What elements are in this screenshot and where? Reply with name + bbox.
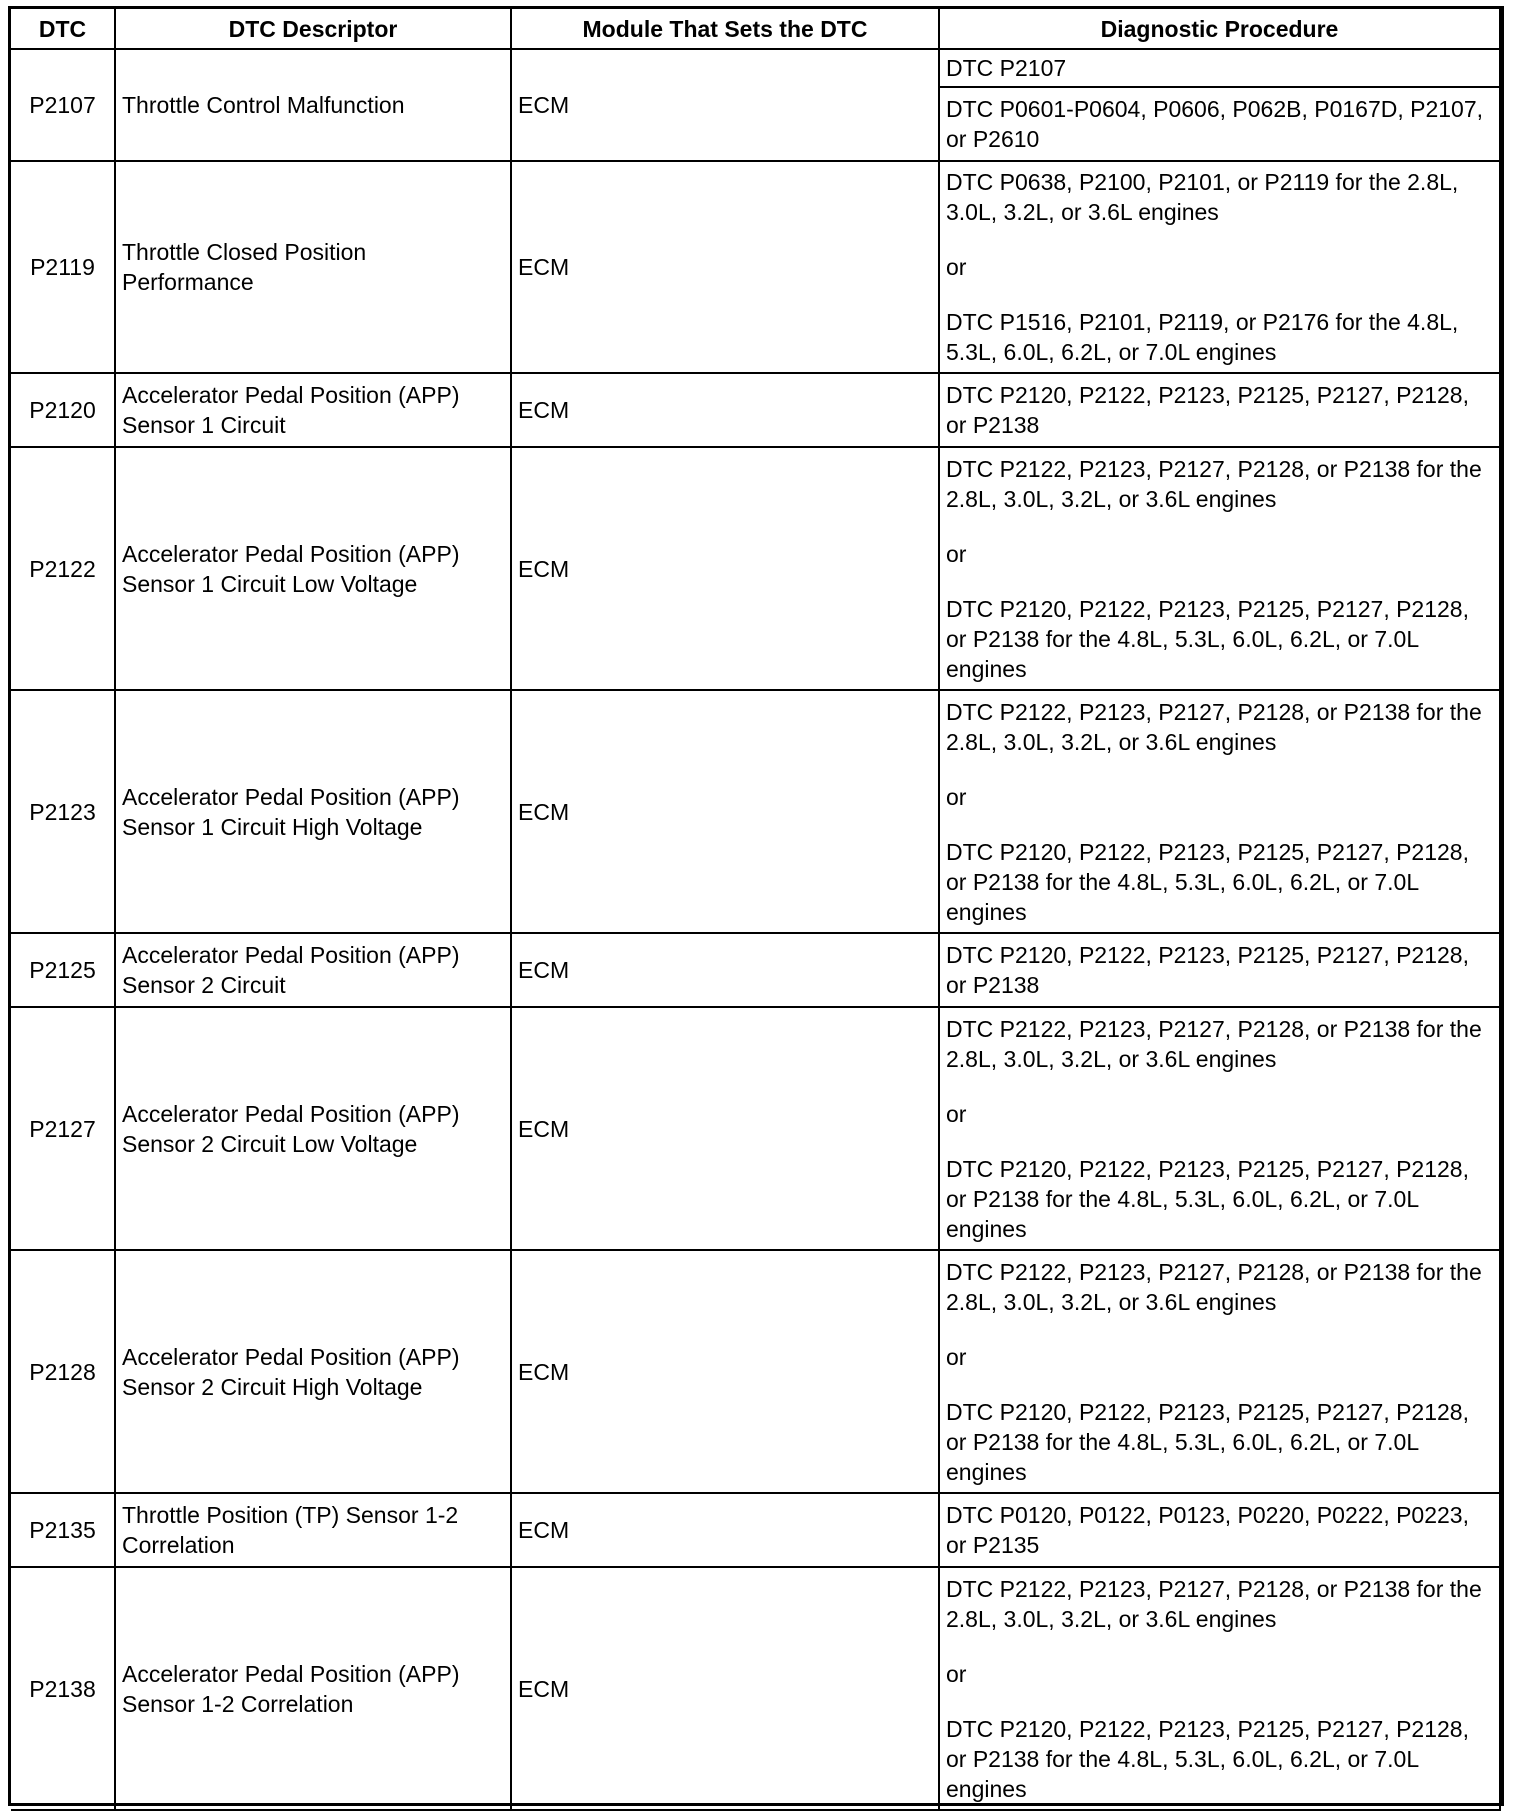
diagnostic-procedure-link[interactable]: DTC P0120, P0122, P0123, P0220, P0222, P0223, or P2135 [939,1493,1500,1567]
diagnostic-procedure-link[interactable]: DTC P0601-P0604, P0606, P062B, P0167D, P2107, or P2610 [939,87,1500,161]
dtc-descriptor: Accelerator Pedal Position (APP) Sensor 1 Circuit High Voltage [115,690,511,933]
or-separator: or [946,783,967,810]
diagnostic-procedure-link[interactable]: DTC P2122, P2123, P2127, P2128, or P2138 for the 2.8L, 3.0L, 3.2L, or 3.6L engines [946,1015,1482,1072]
dtc-module: ECM [511,49,939,161]
table-row [11,1567,1500,1810]
diagnostic-procedure-link[interactable]: DTC P2120, P2122, P2123, P2125, P2127, P2128, or P2138 [939,933,1500,1007]
dtc-descriptor: Accelerator Pedal Position (APP) Sensor 1 Circuit Low Voltage [115,447,511,690]
or-separator: or [946,540,967,567]
or-separator: or [946,1100,967,1127]
dtc-code: P2128 [11,1250,115,1493]
dtc-module: ECM [511,161,939,373]
diagnostic-procedure [939,1007,1500,1250]
diagnostic-procedure-link[interactable]: DTC P2122, P2123, P2127, P2128, or P2138 for the 2.8L, 3.0L, 3.2L, or 3.6L engines [946,698,1482,755]
dtc-code: P2107 [11,49,115,161]
diagnostic-procedure-link[interactable]: DTC P2120, P2122, P2123, P2125, P2127, P2128, or P2138 [939,373,1500,447]
dtc-module: ECM [511,1567,939,1810]
table-row [11,690,1500,933]
diagnostic-procedure-link[interactable]: DTC P2120, P2122, P2123, P2125, P2127, P2128, or P2138 for the 4.8L, 5.3L, 6.0L, 6.2L, or 7.0L engines [946,1398,1469,1485]
diagnostic-procedure-link[interactable]: DTC P2122, P2123, P2127, P2128, or P2138 for the 2.8L, 3.0L, 3.2L, or 3.6L engines [946,455,1482,512]
dtc-descriptor: Accelerator Pedal Position (APP) Sensor 2 Circuit Low Voltage [115,1007,511,1250]
dtc-code: P2125 [11,933,115,1007]
dtc-code: P2138 [11,1567,115,1810]
diagnostic-procedure-link[interactable]: DTC P2120, P2122, P2123, P2125, P2127, P2128, or P2138 for the 4.8L, 5.3L, 6.0L, 6.2L, or 7.0L engines [946,838,1469,925]
dtc-module: ECM [511,690,939,933]
table-row [11,49,1500,87]
diagnostic-procedure [939,161,1500,373]
diagnostic-procedure [939,690,1500,933]
dtc-table [11,9,1501,1811]
diagnostic-procedure-link[interactable]: DTC P0638, P2100, P2101, or P2119 for the 2.8L, 3.0L, 3.2L, or 3.6L engines [946,169,1459,225]
dtc-code: P2119 [11,161,115,373]
table-row [11,447,1500,690]
diagnostic-procedure-link[interactable]: DTC P2120, P2122, P2123, P2125, P2127, P2128, or P2138 for the 4.8L, 5.3L, 6.0L, 6.2L, or 7.0L engines [946,1155,1469,1242]
dtc-code: P2127 [11,1007,115,1250]
diagnostic-procedure-link[interactable]: DTC P2122, P2123, P2127, P2128, or P2138 for the 2.8L, 3.0L, 3.2L, or 3.6L engines [946,1575,1482,1632]
or-separator: or [946,1343,967,1370]
table-row [11,161,1500,373]
diagnostic-procedure-link[interactable]: DTC P1516, P2101, P2119, or P2176 for the 4.8L, 5.3L, 6.0L, 6.2L, or 7.0L engines [946,309,1459,365]
header-dtc: DTC [11,9,115,49]
dtc-module: ECM [511,1250,939,1493]
document-page [8,6,1500,1806]
dtc-code: P2120 [11,373,115,447]
header-descriptor: DTC Descriptor [115,9,511,49]
dtc-descriptor: Throttle Position (TP) Sensor 1-2 Correlation [115,1493,511,1567]
dtc-descriptor: Accelerator Pedal Position (APP) Sensor 2 Circuit [115,933,511,1007]
dtc-module: ECM [511,1007,939,1250]
dtc-descriptor: Throttle Closed Position Performance [115,161,511,373]
dtc-module: ECM [511,1493,939,1567]
diagnostic-procedure-link[interactable]: DTC P2107 [939,49,1500,87]
diagnostic-procedure [939,447,1500,690]
header-procedure: Diagnostic Procedure [939,9,1500,49]
diagnostic-procedure [939,1567,1500,1810]
header-module: Module That Sets the DTC [511,9,939,49]
dtc-code: P2135 [11,1493,115,1567]
right-page-border [1500,6,1504,1806]
table-row [11,373,1500,447]
dtc-module: ECM [511,933,939,1007]
dtc-module: ECM [511,447,939,690]
table-header-row [11,9,1500,49]
dtc-module: ECM [511,373,939,447]
dtc-descriptor: Accelerator Pedal Position (APP) Sensor 1 Circuit [115,373,511,447]
diagnostic-procedure [939,1250,1500,1493]
table-row [11,1007,1500,1250]
dtc-descriptor: Accelerator Pedal Position (APP) Sensor 2 Circuit High Voltage [115,1250,511,1493]
or-separator: or [946,254,967,280]
diagnostic-procedure-link[interactable]: DTC P2120, P2122, P2123, P2125, P2127, P2128, or P2138 for the 4.8L, 5.3L, 6.0L, 6.2L, or 7.0L engines [946,1715,1469,1802]
dtc-code: P2122 [11,447,115,690]
table-row [11,1493,1500,1567]
dtc-descriptor: Throttle Control Malfunction [115,49,511,161]
diagnostic-procedure-link[interactable]: DTC P2122, P2123, P2127, P2128, or P2138 for the 2.8L, 3.0L, 3.2L, or 3.6L engines [946,1258,1482,1315]
table-row [11,1250,1500,1493]
dtc-descriptor: Accelerator Pedal Position (APP) Sensor 1-2 Correlation [115,1567,511,1810]
dtc-code: P2123 [11,690,115,933]
or-separator: or [946,1660,967,1687]
diagnostic-procedure-link[interactable]: DTC P2120, P2122, P2123, P2125, P2127, P2128, or P2138 for the 4.8L, 5.3L, 6.0L, 6.2L, or 7.0L engines [946,595,1469,682]
table-row [11,933,1500,1007]
